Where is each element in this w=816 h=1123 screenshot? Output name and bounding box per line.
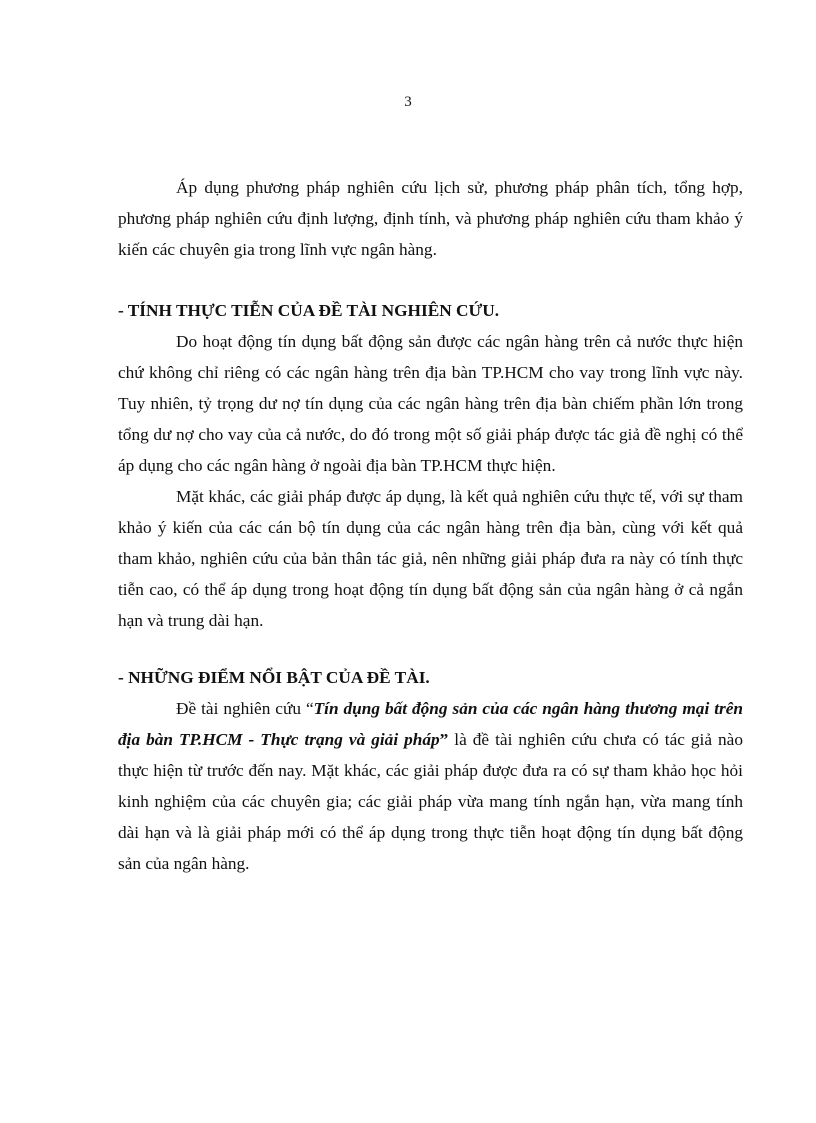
open-quote: “ (305, 699, 314, 718)
close-quote: ” (439, 730, 449, 749)
page-content (118, 172, 743, 879)
heading-practicality: - TÍNH THỰC TIỄN CỦA ĐỀ TÀI NGHIÊN CỨU. (118, 301, 500, 320)
highlights-para-start: Đề tài nghiên cứu (176, 699, 306, 718)
heading-highlights: - NHỮNG ĐIỂM NỔI BẬT CỦA ĐỀ TÀI. (118, 668, 430, 687)
intro-paragraph: Áp dụng phương pháp nghiên cứu lịch sử, phương pháp phân tích, tổng hợp, phương pháp nghiên cứu định lượng, định tính, và phương pháp nghiên cứu tham khảo ý kiến các chuyên gia trong lĩnh vực ngân hàng. (118, 178, 743, 259)
page-number: 3 (404, 94, 412, 110)
practicality-paragraph-1: Do hoạt động tín dụng bất động sản được các ngân hàng trên cả nước thực hiện chứ không chỉ riêng có các ngân hàng trên địa bàn TP.HCM cho vay trong lĩnh vực này. Tuy nhiên, tỷ trọng dư nợ tín dụng của các ngân hàng trên địa bàn chiếm phần lớn trong tổng dư nợ cho vay của cả nước, do đó trong một số giải pháp được tác giả đề nghị có thể áp dụng cho các ngân hàng ở ngoài địa bàn TP.HCM thực hiện. (118, 332, 743, 475)
thesis-title: Tín dụng bất động sản của các ngân hàng thương mại trên địa bàn TP.HCM - Thực trạng và giải pháp (118, 699, 743, 749)
highlights-para-rest: là đề tài nghiên cứu chưa có tác giả nào thực hiện từ trước đến nay. Mặt khác, các giải pháp được đưa ra có sự tham khảo học hỏi kinh nghiệm của các chuyên gia; các giải pháp vừa mang tính ngắn hạn, vừa mang tính dài hạn và là giải pháp mới có thể áp dụng trong thực tiễn hoạt động tín dụng bất động sản của ngân hàng. (118, 730, 743, 873)
practicality-paragraph-2: Mặt khác, các giải pháp được áp dụng, là kết quả nghiên cứu thực tế, với sự tham khảo ý kiến của các cán bộ tín dụng của các ngân hàng trên địa bàn, cùng với kết quả tham khảo, nghiên cứu của bản thân tác giả, nên những giải pháp đưa ra này có tính thực tiễn cao, có thể áp dụng trong hoạt động tín dụng bất động sản của ngân hàng ở cả ngắn hạn và trung dài hạn. (118, 487, 743, 630)
highlights-paragraph (118, 693, 743, 879)
